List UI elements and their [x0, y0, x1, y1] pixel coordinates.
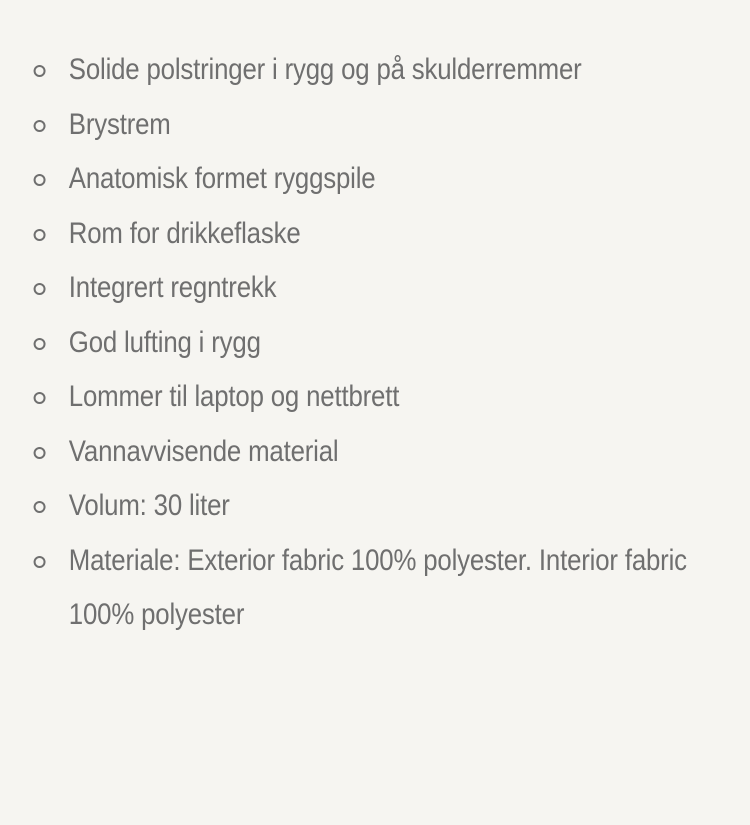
list-item — [0, 316, 611, 371]
list-item-text: Volum: 30 liter — [68, 489, 230, 522]
bullet-circle-icon — [34, 392, 46, 404]
list-item — [0, 370, 611, 425]
list-item — [0, 534, 687, 643]
list-item — [0, 98, 611, 153]
bullet-circle-icon — [34, 65, 46, 77]
list-item — [0, 261, 611, 316]
bullet-circle-icon — [34, 120, 46, 132]
bullet-circle-icon — [34, 501, 46, 513]
list-item — [0, 207, 611, 262]
list-item — [0, 479, 611, 534]
list-item-text: Solide polstringer i rygg og på skulderremmer — [68, 53, 582, 86]
list-item-text: God lufting i rygg — [68, 325, 261, 359]
list-item-text: Vannavvisende material — [68, 434, 339, 468]
bullet-circle-icon — [34, 283, 46, 295]
list-item-text: Lommer til laptop og nettbrett — [68, 380, 400, 413]
list-item-text: Anatomisk formet ryggspile — [68, 162, 376, 195]
bullet-circle-icon — [34, 174, 46, 186]
bullet-circle-icon — [34, 556, 46, 568]
bullet-circle-icon — [34, 338, 46, 350]
list-item — [0, 152, 611, 207]
list-item-text: Brystrem — [68, 107, 171, 141]
list-item-text: Rom for drikkeflaske — [68, 216, 301, 250]
bullet-circle-icon — [34, 447, 46, 459]
list-item — [0, 43, 611, 98]
list-item-text: Integrert regntrekk — [68, 271, 277, 304]
list-item-text: Materiale: Exterior fabric 100% polyester. Interior fabric 100% polyester — [68, 543, 687, 631]
bullet-circle-icon — [34, 229, 46, 241]
list-item — [0, 425, 611, 480]
